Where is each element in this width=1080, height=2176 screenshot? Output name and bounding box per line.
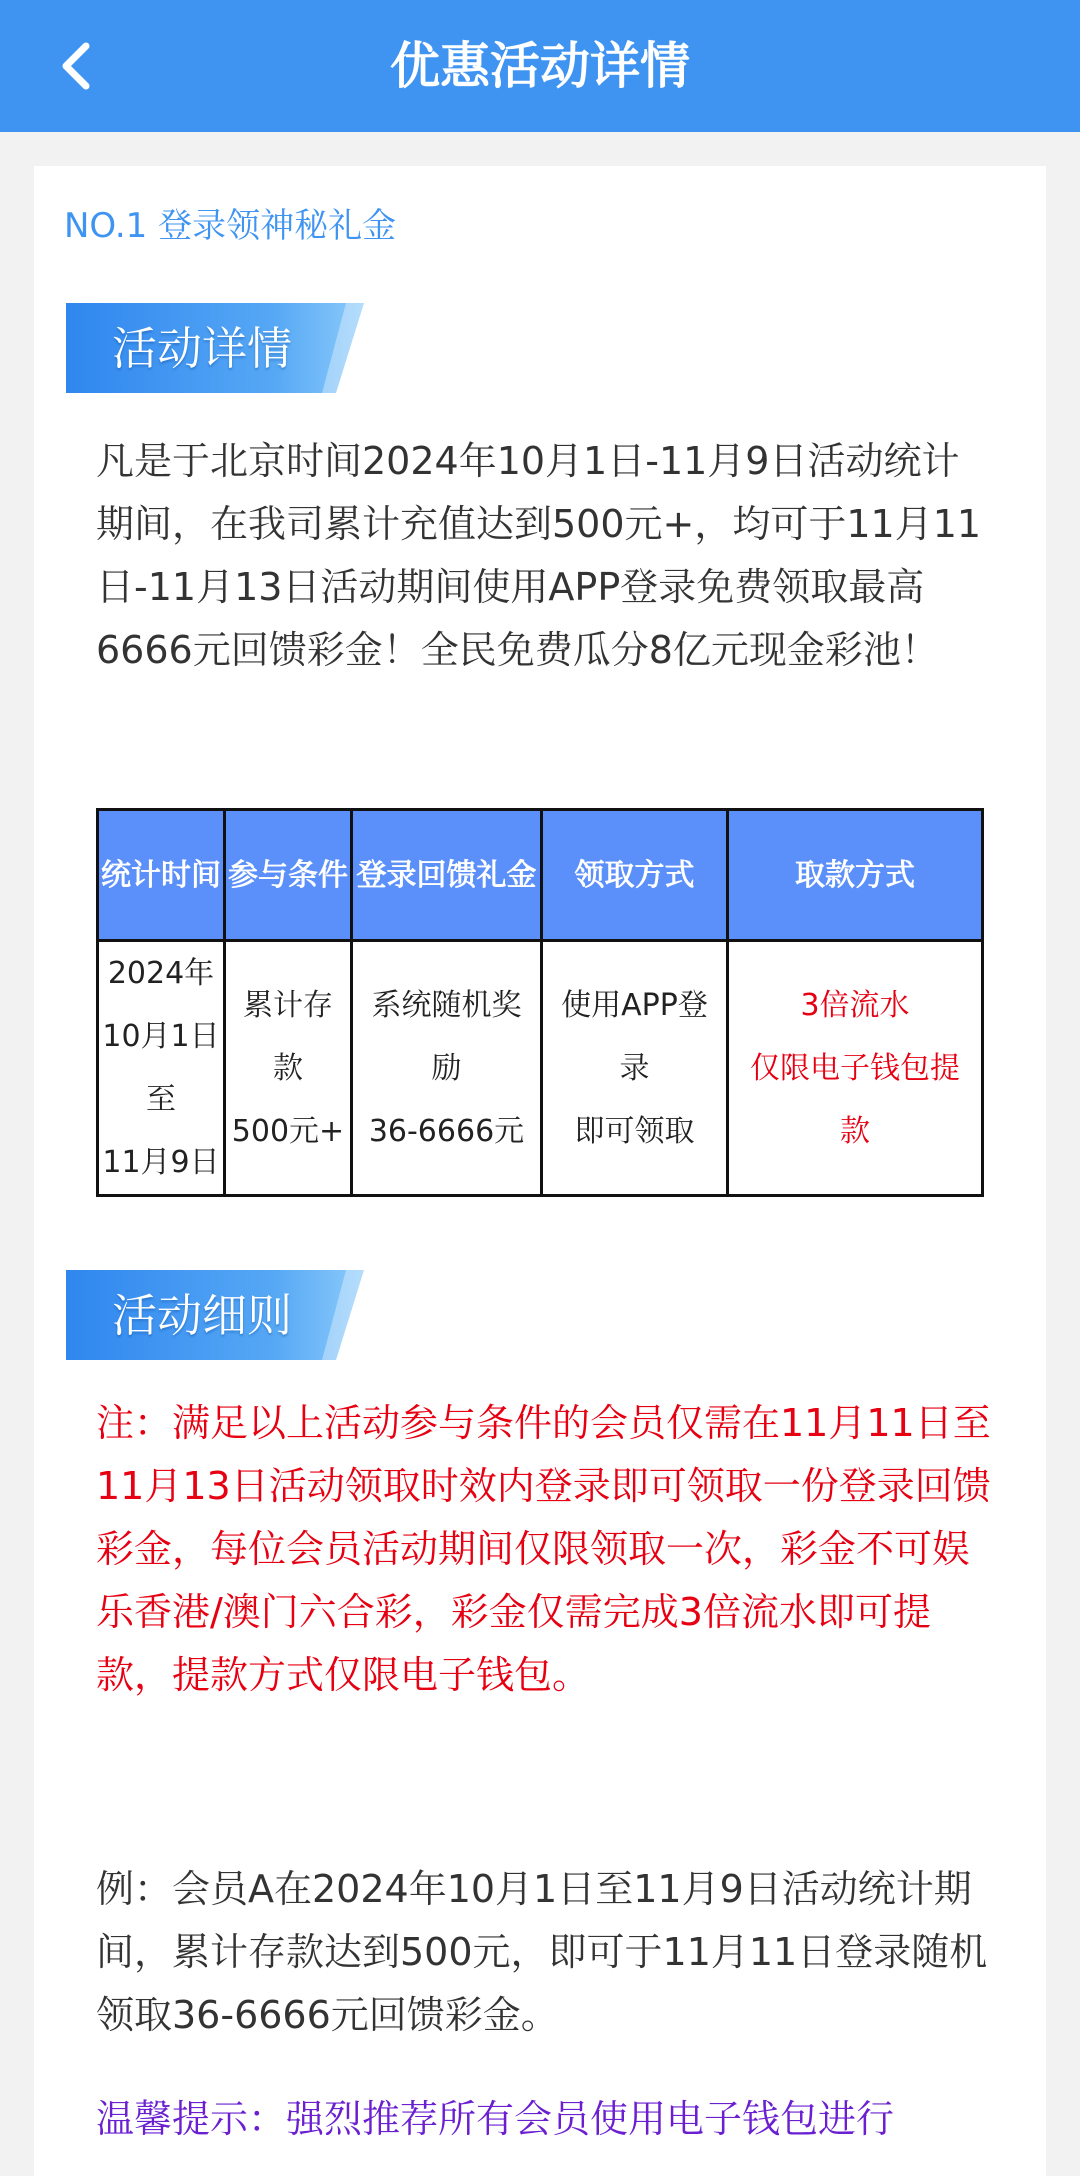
section-tag-details	[66, 303, 364, 393]
table-row	[98, 941, 983, 1196]
top-bar	[0, 0, 1080, 132]
table-cell: 系统随机奖 励 36-6666元	[352, 941, 542, 1196]
page-title: 优惠活动详情	[390, 37, 690, 95]
rules-note-text: 注：满足以上活动参与条件的会员仅需在11月11日至11月13日活动领取时效内登录即可领取一份登录回馈彩金，每位会员活动期间仅限领取一次，彩金不可娱乐香港/澳门六合彩，彩金仅需完成3倍流水即可提款，提款方式仅限电子钱包。	[96, 1401, 991, 1697]
promo-table	[96, 808, 984, 1197]
table-cell: 2024年 10月1日 至 11月9日	[98, 941, 225, 1196]
table-cell: 使用APP登 录 即可领取	[542, 941, 728, 1196]
table-header-cell: 登录回馈礼金	[352, 810, 542, 941]
tip-text: 温馨提示：强烈推荐所有会员使用电子钱包进行	[96, 2097, 895, 2141]
intro-text: 凡是于北京时间2024年10月1日-11月9日活动统计期间，在我司累计充值达到500元+，均可于11月11日-11月13日活动期间使用APP登录免费领取最高6666元回馈彩金！全民免费瓜分8亿元现金彩池！	[96, 439, 982, 672]
table-cell: 3倍流水 仅限电子钱包提 款	[728, 941, 983, 1196]
section-tag-rules	[66, 1270, 364, 1360]
table-header-cell: 统计时间	[98, 810, 225, 941]
table-header-row	[98, 810, 983, 941]
promo-headline: NO.1 登录领神秘礼金	[64, 206, 397, 246]
table-header-cell: 参与条件	[225, 810, 352, 941]
table-header-cell: 领取方式	[542, 810, 728, 941]
table-cell: 累计存 款 500元+	[225, 941, 352, 1196]
table-header-cell: 取款方式	[728, 810, 983, 941]
promo-card	[34, 166, 1046, 2176]
section-tag-label: 活动详情	[112, 322, 293, 375]
example-text: 例：会员A在2024年10月1日至11月9日活动统计期间，累计存款达到500元，即可于11月11日登录随机领取36-6666元回馈彩金。	[96, 1867, 988, 2037]
section-tag-label: 活动细则	[112, 1289, 293, 1342]
